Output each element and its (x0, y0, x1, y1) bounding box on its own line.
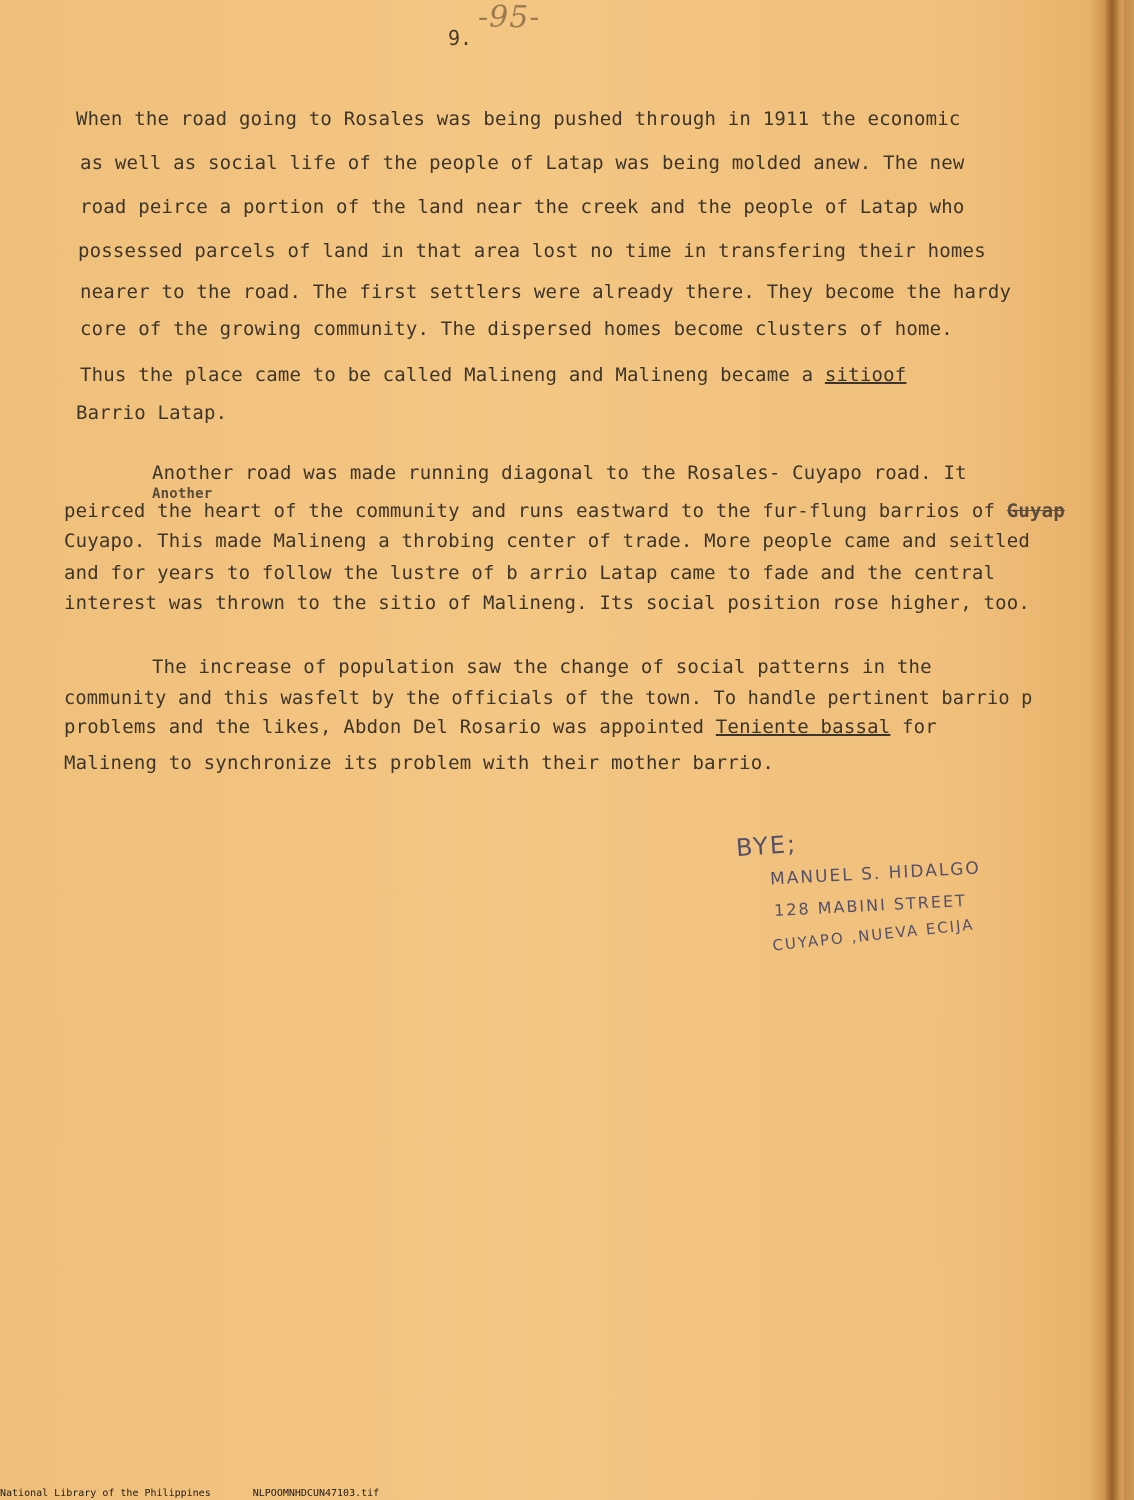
page-number: 9. (448, 26, 473, 50)
p2-line-5: interest was thrown to the sitio of Malineng. Its social position rose higher, too. (64, 592, 1031, 614)
p3-line-4: Malineng to synchronize its problem with their mother barrio. (64, 752, 774, 774)
signature-by: BYE; (735, 829, 798, 863)
p1-line-1: When the road going to Rosales was being pushed through in 1911 the economic (76, 108, 961, 130)
p3-line-2: community and this wasfelt by the officials of the town. To handle pertinent barrio p (64, 688, 1033, 709)
p2-line-2 (64, 500, 1065, 522)
sitio-term: sitioof (824, 364, 907, 386)
teniente-term: Teniente bassal (715, 716, 891, 738)
p3-line-3 (64, 716, 937, 738)
p1-line-4: possessed parcels of land in that area lost no time in transfering their homes (78, 240, 986, 262)
footer-library: National Library of the Philippines (0, 1488, 211, 1499)
p2-line-3: Cuyapo. This made Malineng a throbing center of trade. More people came and seitled (64, 530, 1031, 552)
page-edge-shadow (1104, 0, 1120, 1500)
signature-town: CUYAPO ,NUEVA ECIJA (771, 915, 976, 955)
p1-line-2: as well as social life of the people of Latap was being molded anew. The new (80, 152, 965, 174)
p1-line-6: core of the growing community. The dispersed homes become clusters of home. (80, 318, 953, 340)
p2-line-2-text: peirced the heart of the community and runs eastward to the fur-flung barrios of (64, 500, 996, 522)
p1-line-3: road peirce a portion of the land near the creek and the people of Latap who (80, 196, 965, 218)
footer-file: NLPOOMNHDCUN47103.tif (252, 1488, 380, 1499)
p1-line-7-text: Thus the place came to be called Malineng and Malineng became a (80, 364, 814, 386)
p1-line-8: Barrio Latap. (76, 402, 228, 424)
p3-line-3-tail: for (902, 716, 937, 738)
p2-line-4: and for years to follow the lustre of b arrio Latap came to fade and the central (64, 562, 996, 584)
p2-struck-word: Guyap (1006, 500, 1065, 522)
p3-line-3-text: problems and the likes, Abdon Del Rosario was appointed (64, 716, 705, 738)
page-edge (1124, 0, 1134, 1500)
handwritten-page-number: -95- (478, 0, 541, 35)
p3-line-1: The increase of population saw the change of social patterns in the (152, 656, 932, 678)
p2-overtyped-word: Another (152, 486, 213, 502)
p2-line-1: Another road was made running diagonal to the Rosales- Cuyapo road. It (152, 462, 967, 484)
p1-line-7 (80, 364, 906, 386)
scan-footer (0, 1488, 415, 1499)
signature-street: 128 MABINI STREET (773, 890, 968, 921)
p1-line-5: nearer to the road. The first settlers were already there. They become the hardy (80, 281, 1012, 303)
signature-name: MANUEL S. HIDALGO (769, 858, 982, 890)
